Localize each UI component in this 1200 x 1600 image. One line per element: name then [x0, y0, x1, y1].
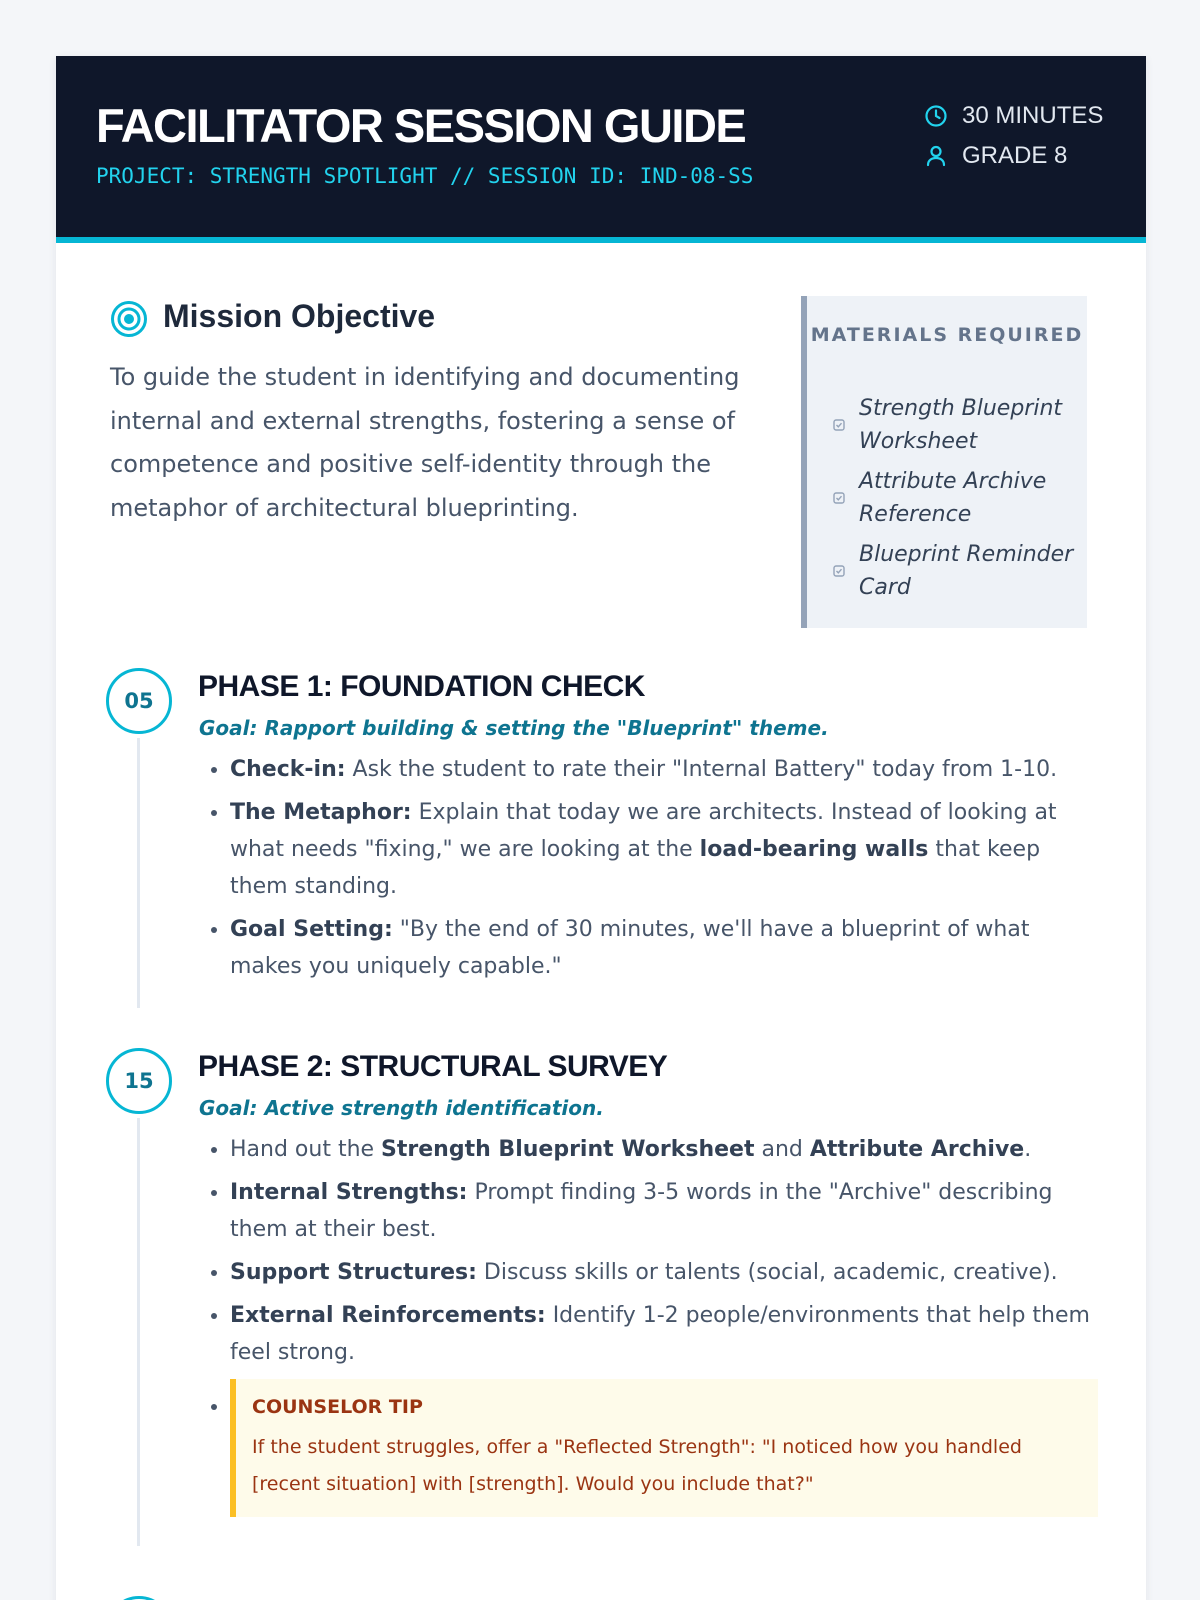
phase-minutes-badge: 05 — [106, 668, 172, 734]
material-item: Attribute Archive Reference — [833, 461, 1083, 534]
mission-text: To guide the student in identifying and documenting internal and external strengths, fostering a sense of competence and positive self-identity through the metaphor of architectural blueprinting. — [110, 363, 740, 522]
target-icon — [110, 300, 148, 338]
materials-title: MATERIALS REQUIRED — [810, 324, 1084, 346]
session-id-line: PROJECT: STRENGTH SPOTLIGHT // SESSION ID: IND-08-SS — [96, 164, 754, 188]
phase-title: PHASE 1: FOUNDATION CHECK — [198, 670, 645, 703]
list-item: • Hand out the Strength Blueprint Worksheet and Attribute Archive. — [230, 1131, 1098, 1168]
phase-1 — [106, 668, 1096, 1008]
next-phase-badge — [106, 1596, 172, 1600]
list-item: • Support Structures: Discuss skills or talents (social, academic, creative). — [230, 1254, 1098, 1291]
grade-row — [924, 136, 1103, 176]
list-item: • The Metaphor: Explain that today we are architects. Instead of looking at what needs "fixing," we are looking at the load-bearing walls that keep them standing. — [230, 794, 1098, 905]
tip-title: • COUNSELOR TIP — [252, 1396, 423, 1418]
list-item: • Check-in: Ask the student to rate their "Internal Battery" today from 1-10. — [230, 751, 1098, 788]
user-icon — [924, 144, 948, 168]
timeline-line — [137, 1118, 140, 1546]
grade-label: GRADE 8 — [962, 142, 1068, 169]
session-meta — [924, 96, 1103, 176]
phase-steps — [230, 751, 1098, 991]
timeline-line — [137, 738, 140, 1008]
clock-icon — [924, 104, 948, 128]
duration-row — [924, 96, 1103, 136]
duration-label: 30 MINUTES — [962, 102, 1104, 129]
materials-list — [833, 388, 1083, 607]
tip-text: If the student struggles, offer a "Reflected Strength": "I noticed how you handled [recent situation] with [strength]. Would you include that?" — [252, 1436, 1022, 1495]
guide-header — [56, 56, 1146, 243]
phase-goal: Goal: Rapport building & setting the "Blueprint" theme. — [199, 716, 829, 740]
phase-steps — [230, 1131, 1098, 1523]
list-item: • Internal Strengths: Prompt finding 3-5 words in the "Archive" describing them at their best. — [230, 1174, 1098, 1248]
checkbox-icon — [833, 492, 845, 504]
checkbox-icon — [833, 419, 845, 431]
phase-2 — [106, 1048, 1096, 1588]
page-title: FACILITATOR SESSION GUIDE — [96, 99, 746, 152]
phase-minutes-badge: 15 — [106, 1048, 172, 1114]
phase-goal: Goal: Active strength identification. — [199, 1096, 604, 1120]
counselor-tip — [230, 1379, 1098, 1517]
session-guide-card — [56, 56, 1146, 1600]
list-item — [230, 1379, 1098, 1517]
checkbox-icon — [833, 565, 845, 577]
material-item: Blueprint Reminder Card — [833, 534, 1083, 607]
materials-panel — [801, 296, 1087, 628]
mission-title: Mission Objective — [163, 298, 436, 334]
material-item: Strength Blueprint Worksheet — [833, 388, 1083, 461]
list-item: • Goal Setting: "By the end of 30 minutes, we'll have a blueprint of what makes you uniquely capable." — [230, 911, 1098, 985]
list-item: • External Reinforcements: Identify 1-2 people/environments that help them feel strong. — [230, 1297, 1098, 1371]
phase-title: PHASE 2: STRUCTURAL SURVEY — [198, 1050, 668, 1083]
